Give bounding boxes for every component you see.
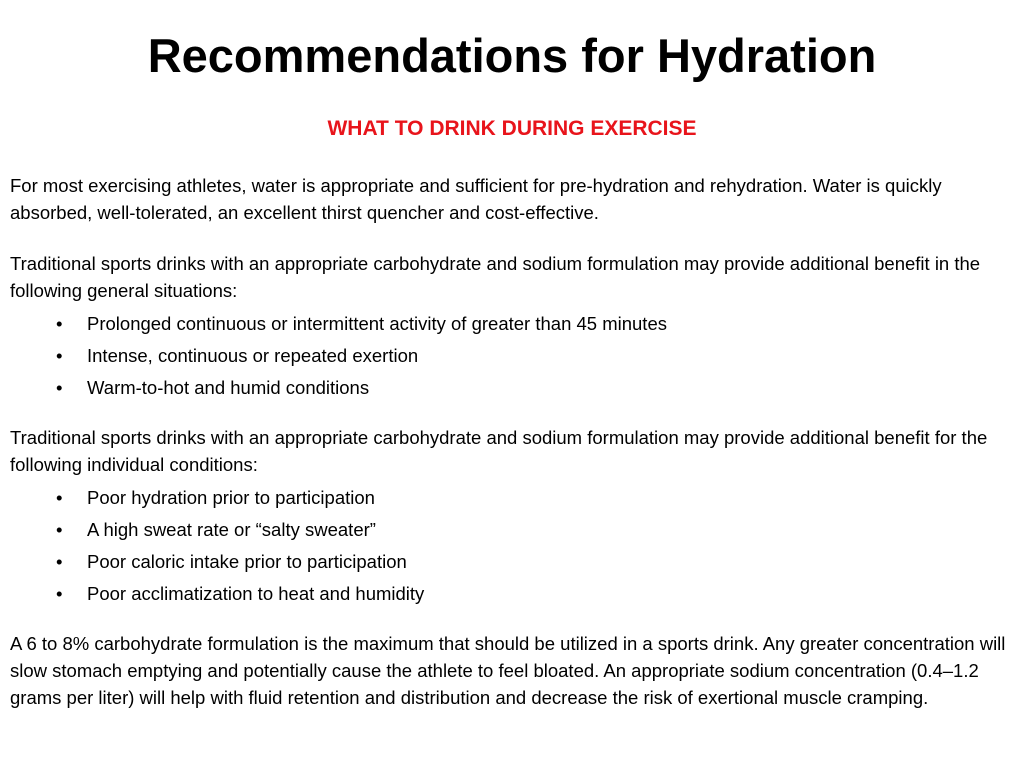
list-item-text: Poor hydration prior to participation (87, 487, 375, 508)
bullet-icon: • (56, 313, 63, 334)
paragraph-individual-conditions: Traditional sports drinks with an appropriate carbohydrate and sodium formulation may provide additional benefit for the following individual conditions: (10, 427, 988, 475)
bullet-icon: • (56, 519, 63, 540)
slide-subtitle: WHAT TO DRINK DURING EXERCISE (327, 117, 697, 140)
list-item (10, 340, 1014, 372)
bullet-list-individual-conditions (10, 482, 1014, 610)
bullet-icon: • (56, 345, 63, 366)
paragraph-carbohydrate-formulation: A 6 to 8% carbohydrate formulation is the maximum that should be utilized in a sports drink. Any greater concentration will slow stomach emptying and potentially cause the athlete to feel bloated. An appropriate sodium concentration (0.4–1.2 grams per liter) will help with fluid retention and distribution and decrease the risk of exertional muscle cramping. (10, 633, 1006, 708)
bullet-icon: • (56, 551, 63, 572)
bullet-icon: • (56, 487, 63, 508)
list-item-text: Prolonged continuous or intermittent activity of greater than 45 minutes (87, 313, 667, 334)
slide-body (10, 172, 1014, 711)
slide-title: Recommendations for Hydration (147, 29, 877, 82)
bullet-icon: • (56, 583, 63, 604)
bullet-list-general-situations (10, 308, 1014, 404)
list-item-text: A high sweat rate or “salty sweater” (87, 519, 376, 540)
list-item (10, 308, 1014, 340)
list-item-text: Intense, continuous or repeated exertion (87, 345, 419, 366)
list-item (10, 578, 1014, 610)
list-item-text: Poor caloric intake prior to participation (87, 551, 407, 572)
bullet-icon: • (56, 377, 63, 398)
list-item (10, 546, 1014, 578)
paragraph-general-situations: Traditional sports drinks with an appropriate carbohydrate and sodium formulation may provide additional benefit in the following general situations: (10, 253, 981, 301)
list-item (10, 372, 1014, 404)
list-item (10, 482, 1014, 514)
list-item-text: Warm-to-hot and humid conditions (87, 377, 370, 398)
paragraph-water: For most exercising athletes, water is appropriate and sufficient for pre-hydration and rehydration. Water is quickly absorbed, well-tolerated, an excellent thirst quencher and cost-effective. (10, 175, 942, 223)
list-item-text: Poor acclimatization to heat and humidity (87, 583, 425, 604)
list-item (10, 514, 1014, 546)
